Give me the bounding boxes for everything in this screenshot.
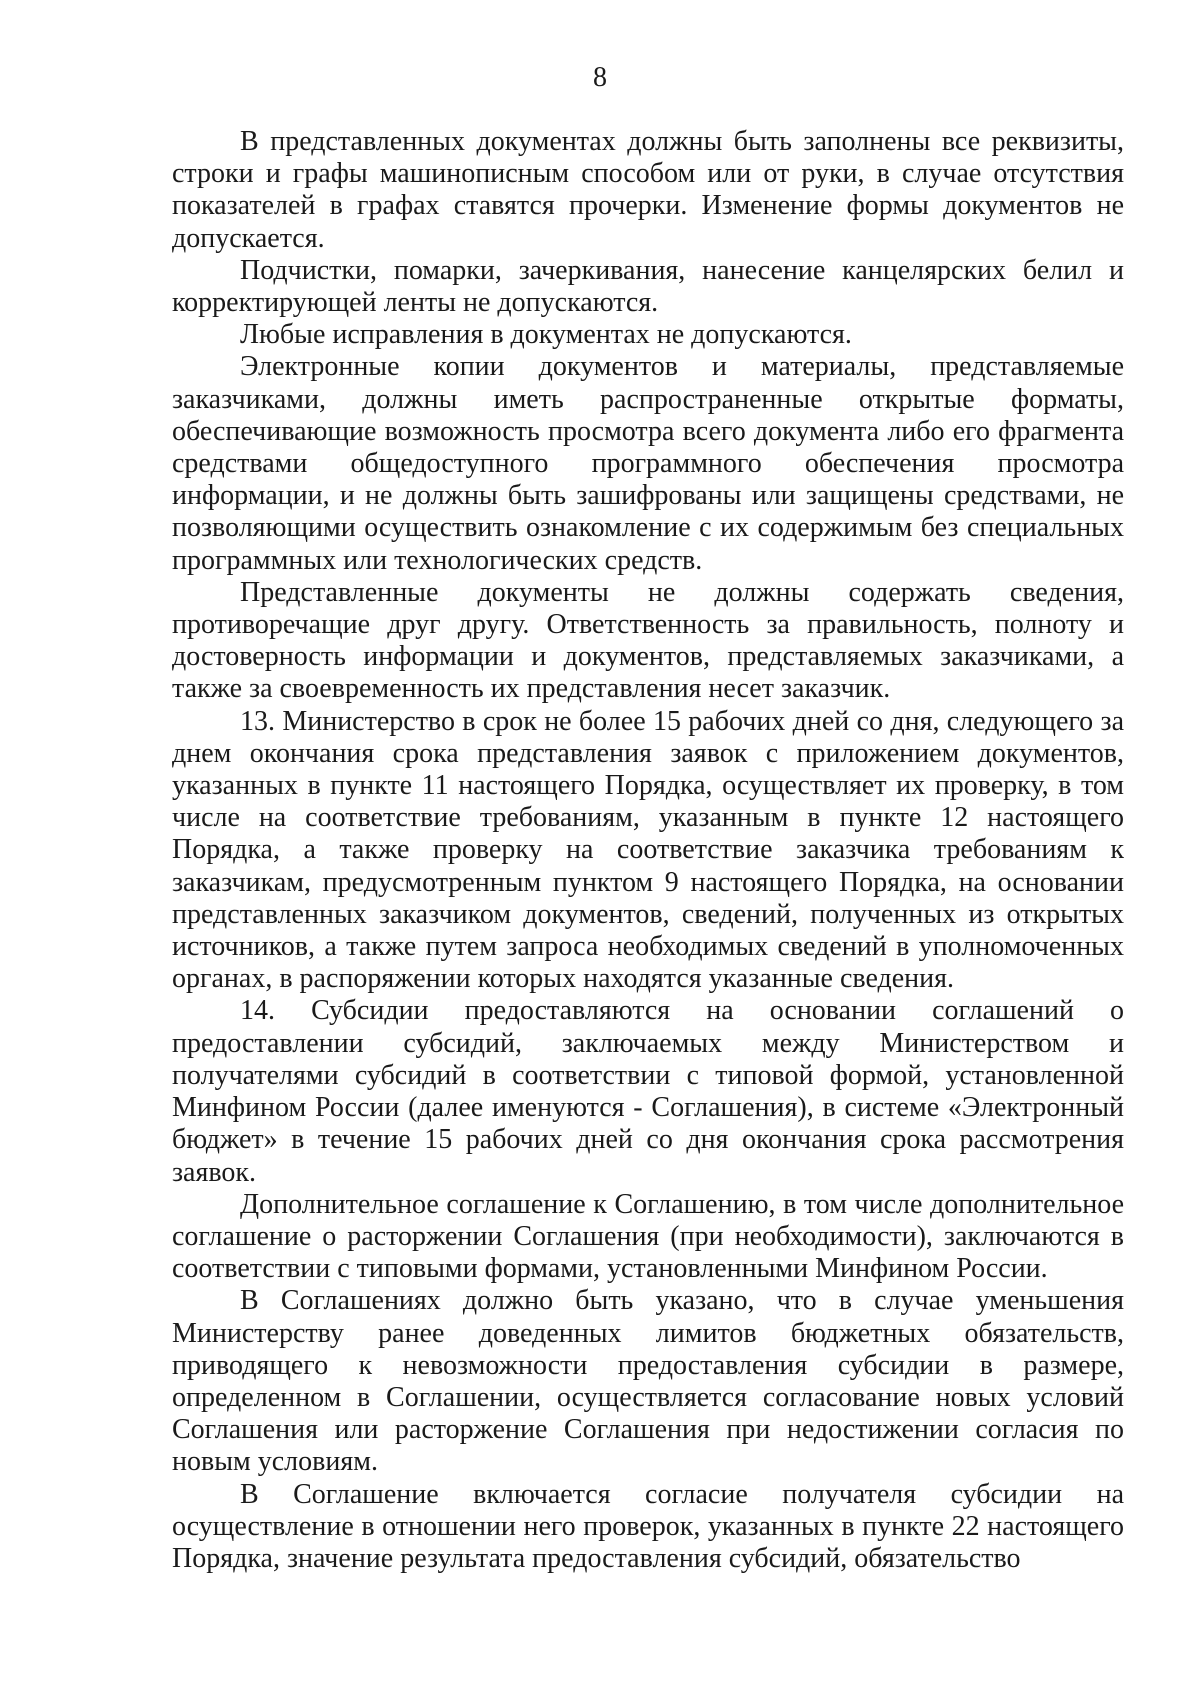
paragraph: Любые исправления в документах не допускаются. (240, 319, 852, 351)
paragraph: Подчистки, помарки, зачеркивания, нанесение канцелярских белил и корректирующей ленты не допускаются. (172, 254, 1124, 319)
paragraph: 14. Субсидии предоставляются на основании соглашений о предоставлении субсидий, заключаемых между Министерством и получателями субсидий в соответствии с типовой формой, установленной Минфином России (далее именуются - Соглашения), в системе «Электронный бюджет» в течение 15 рабочих дней со дня окончания срока рассмотрения заявок. (172, 995, 1124, 1188)
page-number: 8 (593, 62, 607, 93)
paragraph: В Соглашение включается согласие получателя субсидии на осуществление в отношении него проверок, указанных в пункте 22 настоящего Порядка, значение результата предоставления субсидий, обязательство (172, 1478, 1124, 1574)
paragraph: В Соглашениях должно быть указано, что в случае уменьшения Министерству ранее доведенных лимитов бюджетных обязательств, приводящего к невозможности предоставления субсидии в размере, определенном в Соглашении, осуществляется согласование новых условий Соглашения или расторжение Соглашения при недостижении согласия по новым условиям. (172, 1285, 1124, 1478)
paragraph: Представленные документы не должны содержать сведения, противоречащие друг другу. Ответственность за правильность, полноту и достоверность информации и документов, представляемых заказчиками, а также за своевременность их представления несет заказчик. (172, 576, 1124, 705)
paragraph: 13. Министерство в срок не более 15 рабочих дней со дня, следующего за днем окончания срока представления заявок с приложением документов, указанных в пункте 11 настоящего Порядка, осуществляет их проверку, в том числе на соответствие требованиям, указанным в пункте 12 настоящего Порядка, а также проверку на соответствие заказчика требованиям к заказчикам, предусмотренным пунктом 9 настоящего Порядка, на основании представленных заказчиком документов, сведений, полученных из открытых источников, а также путем запроса необходимых сведений в уполномоченных органах, в распоряжении которых находятся указанные сведения. (172, 705, 1124, 995)
document-body (172, 126, 1124, 1575)
paragraph: Дополнительное соглашение к Соглашению, в том числе дополнительное соглашение о расторжении Соглашения (при необходимости), заключаются в соответствии с типовыми формами, установленными Минфином России. (172, 1188, 1124, 1285)
paragraph: В представленных документах должны быть заполнены все реквизиты, строки и графы машинописным способом или от руки, в случае отсутствия показателей в графах ставятся прочерки. Изменение формы документов не допускается. (172, 126, 1124, 254)
paragraph: Электронные копии документов и материалы, представляемые заказчиками, должны иметь распространенные открытые форматы, обеспечивающие возможность просмотра всего документа либо его фрагмента средствами общедоступного программного обеспечения просмотра информации, и не должны быть зашифрованы или защищены средствами, не позволяющими осуществить ознакомление с их содержимым без специальных программных или технологических средств. (172, 351, 1124, 576)
